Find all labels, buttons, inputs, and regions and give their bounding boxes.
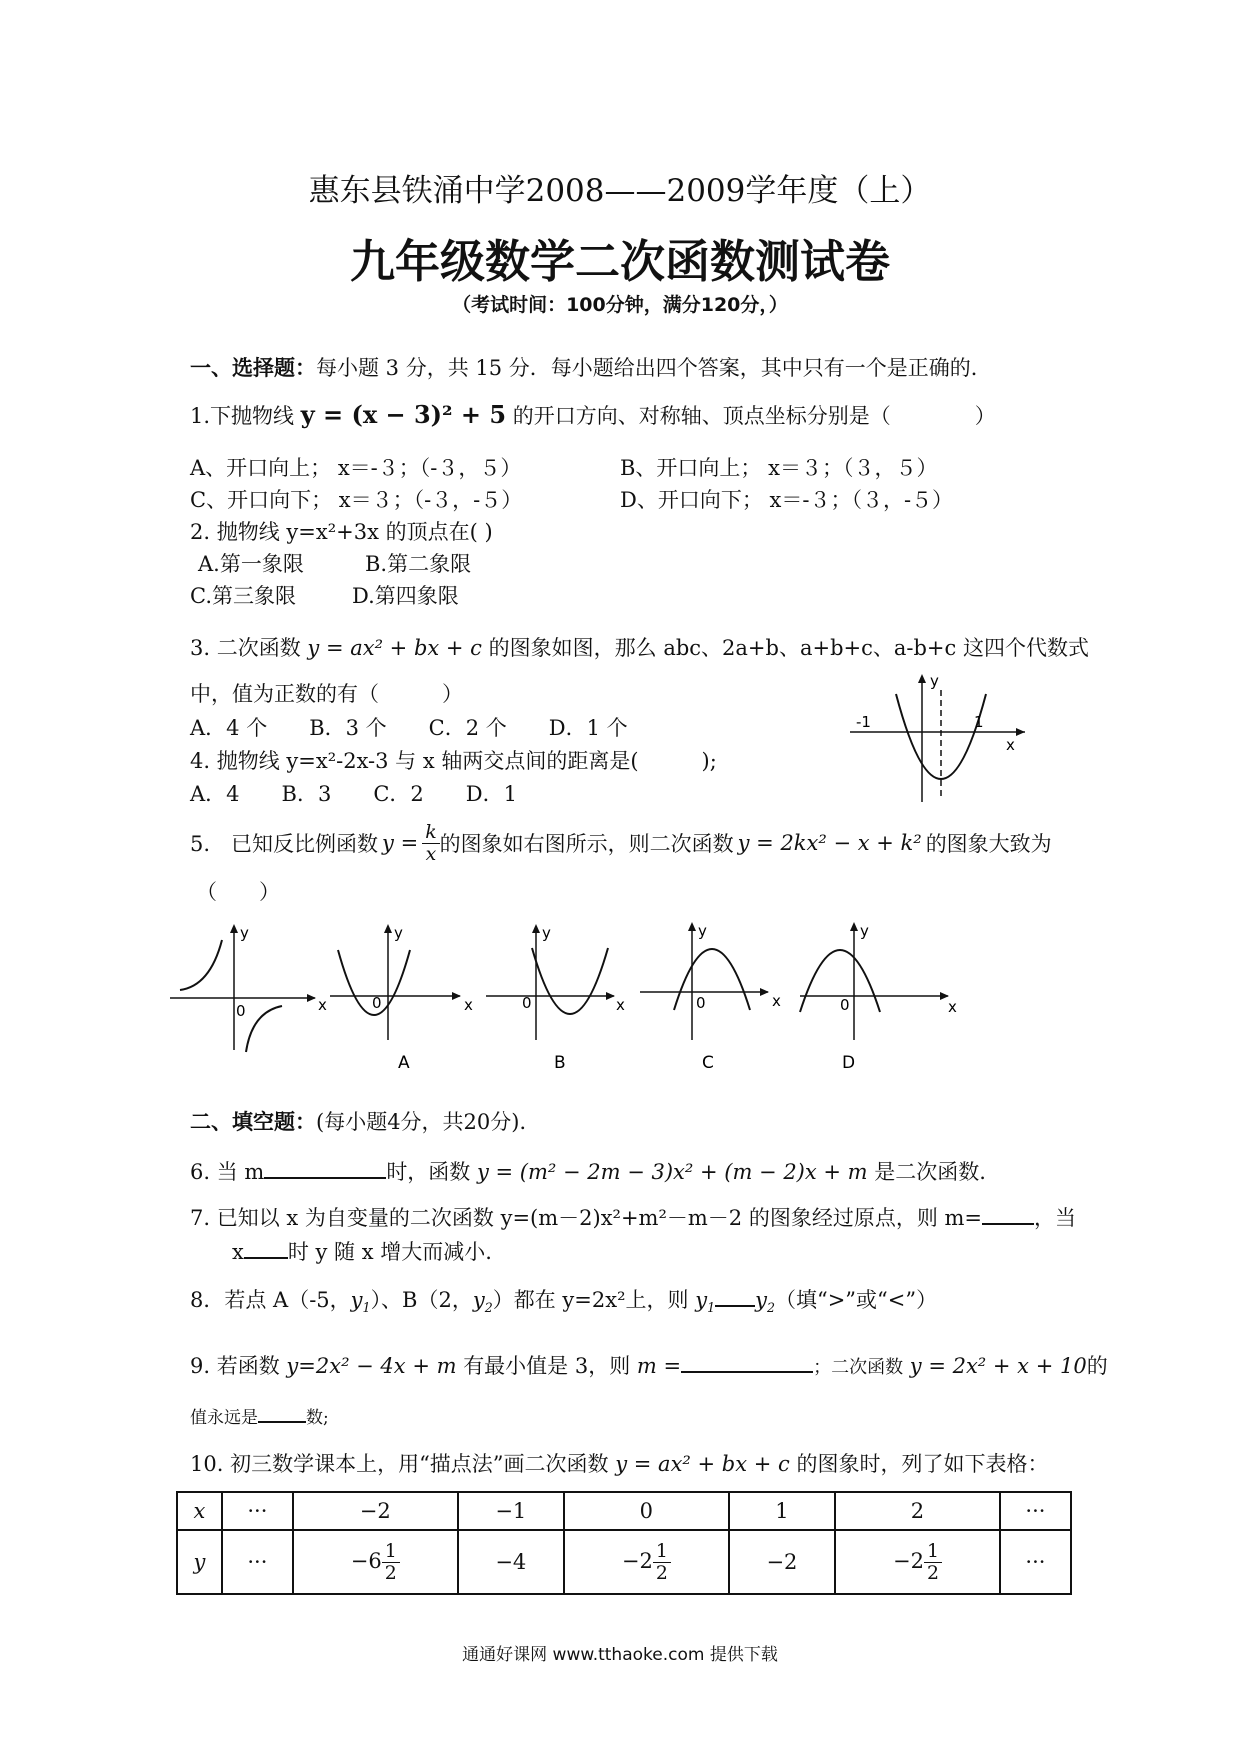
q6-prefix: 6. 当 m: [190, 1160, 265, 1184]
table-cell: −2: [293, 1492, 458, 1530]
axis-x-label: x: [616, 996, 625, 1014]
table-cell: 1: [729, 1492, 835, 1530]
origin-label: 0: [696, 994, 706, 1012]
table-cell: −1: [458, 1492, 564, 1530]
q10-suffix: 的图象时，列了如下表格：: [796, 1452, 1049, 1476]
table-cell-mixed: −2 $\frac{1}{2}$: [564, 1530, 729, 1594]
question-6: [190, 1156, 986, 1186]
axis-x-label: x: [318, 996, 327, 1014]
axis-y-label: y: [698, 922, 707, 940]
q1-option-d: D、开口向下； x＝-３；（３，-５）: [620, 488, 954, 512]
q3-parabola-graph: [850, 672, 1030, 804]
q5-fraction: [422, 822, 439, 865]
q3-prefix: 3. 二次函数: [190, 636, 301, 660]
table-row-y: [177, 1530, 1071, 1594]
q5-suffix: 的图象大致为: [925, 832, 1052, 857]
arrow-up-icon: [850, 922, 858, 931]
q8-y1-compare: $y_1$: [695, 1288, 716, 1316]
q7-line2b: 时 y 随 x 增大而减小.: [287, 1240, 492, 1264]
table-cell-mixed: −2 $\frac{1}{2}$: [835, 1530, 1000, 1594]
question-9-line1: [190, 1350, 1108, 1380]
q5-middle: 的图象如右图所示，则二次函数: [439, 832, 734, 857]
q9-m-blank[interactable]: [681, 1371, 813, 1373]
arrow-up-icon: [688, 922, 696, 931]
table-cell: ···: [1000, 1530, 1071, 1594]
q8-compare-blank[interactable]: [715, 1305, 755, 1307]
q8-mid2: ）都在 y=2x²上，则: [492, 1288, 696, 1312]
q3-suffix: 的图象如图，那么 abc、2a+b、a+b+c、a-b+c 这四个代数式: [488, 636, 1089, 660]
axis-y-label: y: [860, 922, 869, 940]
q6-middle: 时，函数: [386, 1160, 471, 1184]
q5-graph-a: [330, 924, 473, 1070]
q8-mid1: ）、B（2，: [370, 1288, 473, 1312]
section2-desc: (每小题4分，共20分)．: [316, 1110, 541, 1134]
parabola-c: [674, 949, 750, 1010]
arrow-right-icon: [606, 992, 615, 1000]
q3-one-label: 1: [974, 713, 984, 731]
q6-answer-blank[interactable]: [264, 1177, 386, 1179]
table-row-x: [177, 1492, 1071, 1530]
q5-formula2: y = 2kx² − x + k²: [737, 831, 922, 856]
q5-hyperbola-graph: [170, 924, 327, 1052]
q10-prefix: 10. 初三数学课本上，用“描点法”画二次函数: [190, 1452, 609, 1476]
question-10: [190, 1448, 1048, 1478]
q3-y-label: y: [930, 672, 939, 690]
values-table: [176, 1491, 1072, 1595]
q2-option-a: A.第一象限: [198, 552, 304, 576]
q7-line1a: 7. 已知以 x 为自变量的二次函数 y=(m－2)x²+m²－m－2 的图象经过原点，则 m=: [190, 1206, 983, 1230]
q9-middle: 有最小值是 3，则: [463, 1354, 631, 1378]
question-9-line2: [190, 1403, 329, 1428]
q5-graph-c: [640, 922, 781, 1070]
q7-x-blank[interactable]: [244, 1257, 288, 1259]
origin-label: 0: [372, 994, 382, 1012]
q9-formula: y=2x² − 4x + m: [286, 1354, 457, 1378]
q2-option-c: C.第三象限: [190, 584, 296, 608]
q9-sign-blank[interactable]: [258, 1421, 306, 1423]
question-8: [190, 1284, 937, 1315]
section1-heading: 一、选择题：: [190, 356, 316, 380]
axis-x-label: x: [948, 998, 957, 1016]
graph-letter-a: A: [398, 1053, 410, 1070]
q5-prefix: 5. 已知反比例函数: [190, 832, 379, 857]
table-cell: −2: [729, 1530, 835, 1594]
table-cell: ···: [1000, 1492, 1071, 1530]
section1-desc: 每小题 3 分，共 15 分．每小题给出四个答案，其中只有一个是正确的．: [316, 356, 992, 380]
origin-label: 0: [236, 1002, 246, 1020]
q6-suffix: 是二次函数.: [874, 1160, 986, 1184]
q5-frac-num: k: [422, 822, 439, 844]
q5-graph-b: [486, 924, 625, 1070]
question-3-stem: [190, 632, 1089, 662]
q1-prefix: 1.下抛物线: [190, 404, 295, 428]
arrow-up-icon: [532, 924, 540, 933]
q5-paren: （ ）: [196, 880, 280, 904]
q9-prefix: 9. 若函数: [190, 1354, 280, 1378]
q2-option-d: D.第四象限: [352, 584, 459, 608]
arrow-right-icon: [452, 992, 461, 1000]
parabola-b: [532, 948, 608, 1014]
question-4-stem: 4. 抛物线 y=x²-2x-3 与 x 轴两交点间的距离是( );: [190, 749, 717, 773]
table-cell: ···: [222, 1492, 293, 1530]
q10-formula: y = ax² + bx + c: [615, 1452, 790, 1476]
question-1-stem: [190, 400, 996, 430]
q9-line2a: 值永远是: [190, 1408, 258, 1428]
question-7-line1: [190, 1202, 1076, 1232]
q7-line2a: x: [232, 1240, 244, 1264]
section2-heading: 二、填空题：: [190, 1110, 316, 1134]
arrow-right-icon: [760, 988, 769, 996]
origin-label: 0: [840, 996, 850, 1014]
q4-options: A．4 B．3 C．2 D．1: [190, 782, 517, 806]
q8-suffix: （填“>”或“<”）: [774, 1288, 938, 1312]
table-cell-mixed: −6 $\frac{1}{2}$: [293, 1530, 458, 1594]
q8-y1: $y_1$: [350, 1288, 371, 1316]
q7-m-blank[interactable]: [982, 1223, 1034, 1225]
table-cell: 2: [835, 1492, 1000, 1530]
q5-graph-d: [800, 922, 957, 1070]
q3-neg1-label: -1: [856, 713, 871, 731]
q3-y-arrow-icon: [918, 674, 926, 683]
section2-heading-line: [190, 1106, 540, 1136]
table-cell: y: [177, 1530, 222, 1594]
table-cell: ···: [222, 1530, 293, 1594]
q3-x-label: x: [1006, 736, 1015, 754]
table-cell: x: [177, 1492, 222, 1530]
q9-formula2: y = 2x² + x + 10: [909, 1354, 1087, 1378]
q8-y2: $y_2$: [472, 1288, 493, 1316]
table-cell: −4: [458, 1530, 564, 1594]
hyperbola-branch-q4: [246, 1006, 282, 1052]
exam-note: （考试时间：100分钟，满分120分，）: [452, 294, 788, 316]
q7-line1b: ，当: [1034, 1206, 1077, 1230]
graph-letter-d: D: [842, 1053, 856, 1070]
q9-line2b: 数;: [306, 1408, 329, 1428]
section1-heading-line: [190, 352, 992, 382]
table-cell: 0: [564, 1492, 729, 1530]
hyperbola-branch-q2: [180, 940, 222, 990]
axis-x-label: x: [464, 996, 473, 1014]
question-2-stem: 2. 抛物线 y=x²+3x 的顶点在( ): [190, 520, 493, 544]
q9-semi: ；二次函数: [813, 1357, 904, 1378]
q9-suffix: 的: [1086, 1354, 1108, 1378]
q1-suffix: 的开口方向、对称轴、顶点坐标分别是（ ）: [512, 404, 996, 428]
origin-label: 0: [522, 994, 532, 1012]
q3-parabola-curve: [896, 694, 986, 779]
exam-subtitle: 惠东县铁涌中学2008——2009学年度（上）: [308, 173, 932, 209]
arrow-up-icon: [384, 924, 392, 933]
q1-option-b: B、开口向上； x＝３；（３，５）: [620, 456, 938, 480]
q8-y2-compare: $y_2$: [755, 1288, 775, 1316]
q9-m-equals: m =: [636, 1354, 682, 1378]
question-7-line2: [232, 1236, 492, 1266]
axis-y-label: y: [394, 924, 403, 942]
arrow-right-icon: [307, 994, 316, 1002]
q3-formula: y = ax² + bx + c: [307, 636, 482, 660]
q5-graphs: [170, 920, 960, 1070]
axis-x-label: x: [772, 992, 781, 1010]
q3-line2: 中，值为正数的有（ ）: [190, 682, 463, 706]
arrow-up-icon: [230, 924, 238, 933]
q3-x-arrow-icon: [1016, 728, 1025, 736]
exam-title: 九年级数学二次函数测试卷: [349, 235, 890, 288]
axis-y-label: y: [542, 924, 551, 942]
q1-formula: y = (x − 3)² + 5: [300, 400, 507, 429]
q8-prefix: 8．若点 A（-5，: [190, 1288, 351, 1312]
graph-letter-c: C: [702, 1053, 714, 1070]
q3-options: A．4 个 B．3 个 C．2 个 D．1 个: [190, 716, 628, 740]
q6-formula: y = (m² − 2m − 3)x² + (m − 2)x + m: [477, 1160, 868, 1184]
footer-credit: 通通好课网 www.tthaoke.com 提供下载: [462, 1645, 778, 1665]
graph-letter-b: B: [554, 1053, 566, 1070]
axis-y-label: y: [240, 924, 249, 942]
q2-option-b: B.第二象限: [365, 552, 472, 576]
question-5-stem: 5. 已知反比例函数 y = $\frac{k}{x}$ 的图象如右图所示，则二次函数 y = 2kx² − x + k² 的图象大致为: [190, 821, 1052, 865]
q5-frac-den: x: [425, 842, 437, 865]
q1-option-a: A、开口向上； x＝-３；（-３，５）: [190, 456, 522, 480]
q1-option-c: C、开口向下； x＝３；（-３，-５）: [190, 488, 523, 512]
